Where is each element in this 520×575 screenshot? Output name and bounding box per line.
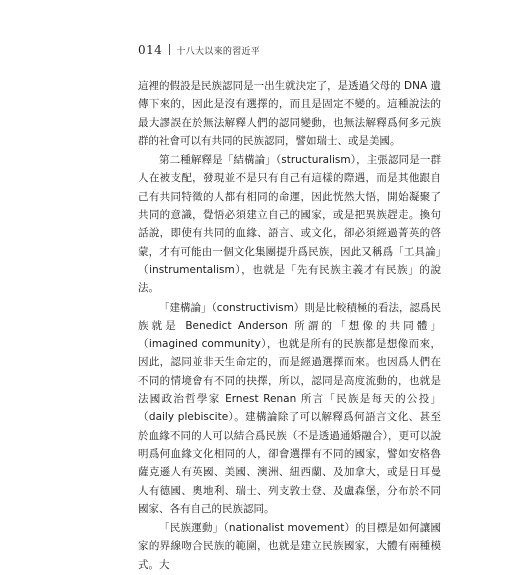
paragraph-3: 「建構論」（constructivism）則是比較積極的看法，認爲民族就是 Benedict Anderson 所謂的「想像的共同體」（imagined community），也就是所有的民族都是想像而來，因此，認同並非天生命定的，而是經過選擇而來。也因爲人們在不同的情境會有不同的抉擇，所以，認同是高度流動的，也就是法國政治哲學家 Ernest Renan 所言「民族是每天的公投」（daily plebiscite）。建構論除了可以解釋爲何語言文化、甚至於血緣不同的人可以結合爲民族（不是透過通婚融合），更可以說明爲何血緣文化相同的人，卻會選擇有不同的國家，譬如安格魯薩克遜人有英國、美國、澳洲、紐西蘭、及加拿大，或是日耳曼人有德國、奧地利、瑞士、列支敦士登、及盧森堡，分布於不同國家、各有自己的民族認同。 [138,301,441,515]
running-title: 十八大以來的習近平 [176,47,261,57]
body-text [138,77,441,575]
paragraph-4: 「民族運動」（nationalist movement）的目標是如何讓國家的界線吻合民族的範圍，也就是建立民族國家，大體有兩種模式。大 [138,522,441,571]
page-number: 014 [138,43,163,57]
paragraph-1: 這裡的假設是民族認同是一出生就決定了，是透過父母的 DNA 遺傳下來的，因此是沒有選擇的，而且是固定不變的。這種說法的最大謬誤在於無法解釋人們的認同變動，也無法解釋爲何多元族群的社會可以有共同的民族認同，譬如瑞士、或是美國。 [138,80,441,147]
running-header [138,43,260,57]
paragraph-2: 第二種解釋是「結構論」（structuralism），主張認同是一群人在被支配，發現並不是只有自己有這樣的際遇，而是其他跟自己有共同特徵的人都有相同的命運，因此恍然大悟，開始凝聚了共同的意識，覺悟必須建立自己的國家，或是把異族趕走。換句話說，即使有共同的血緣、語言、或文化，卻必須經過菁英的啓蒙，才有可能由一個文化集團提升爲民族，因此又稱爲「工具論」（instrumentalism），也就是「先有民族主義才有民族」的說法。 [138,154,441,295]
header-divider [169,44,170,55]
